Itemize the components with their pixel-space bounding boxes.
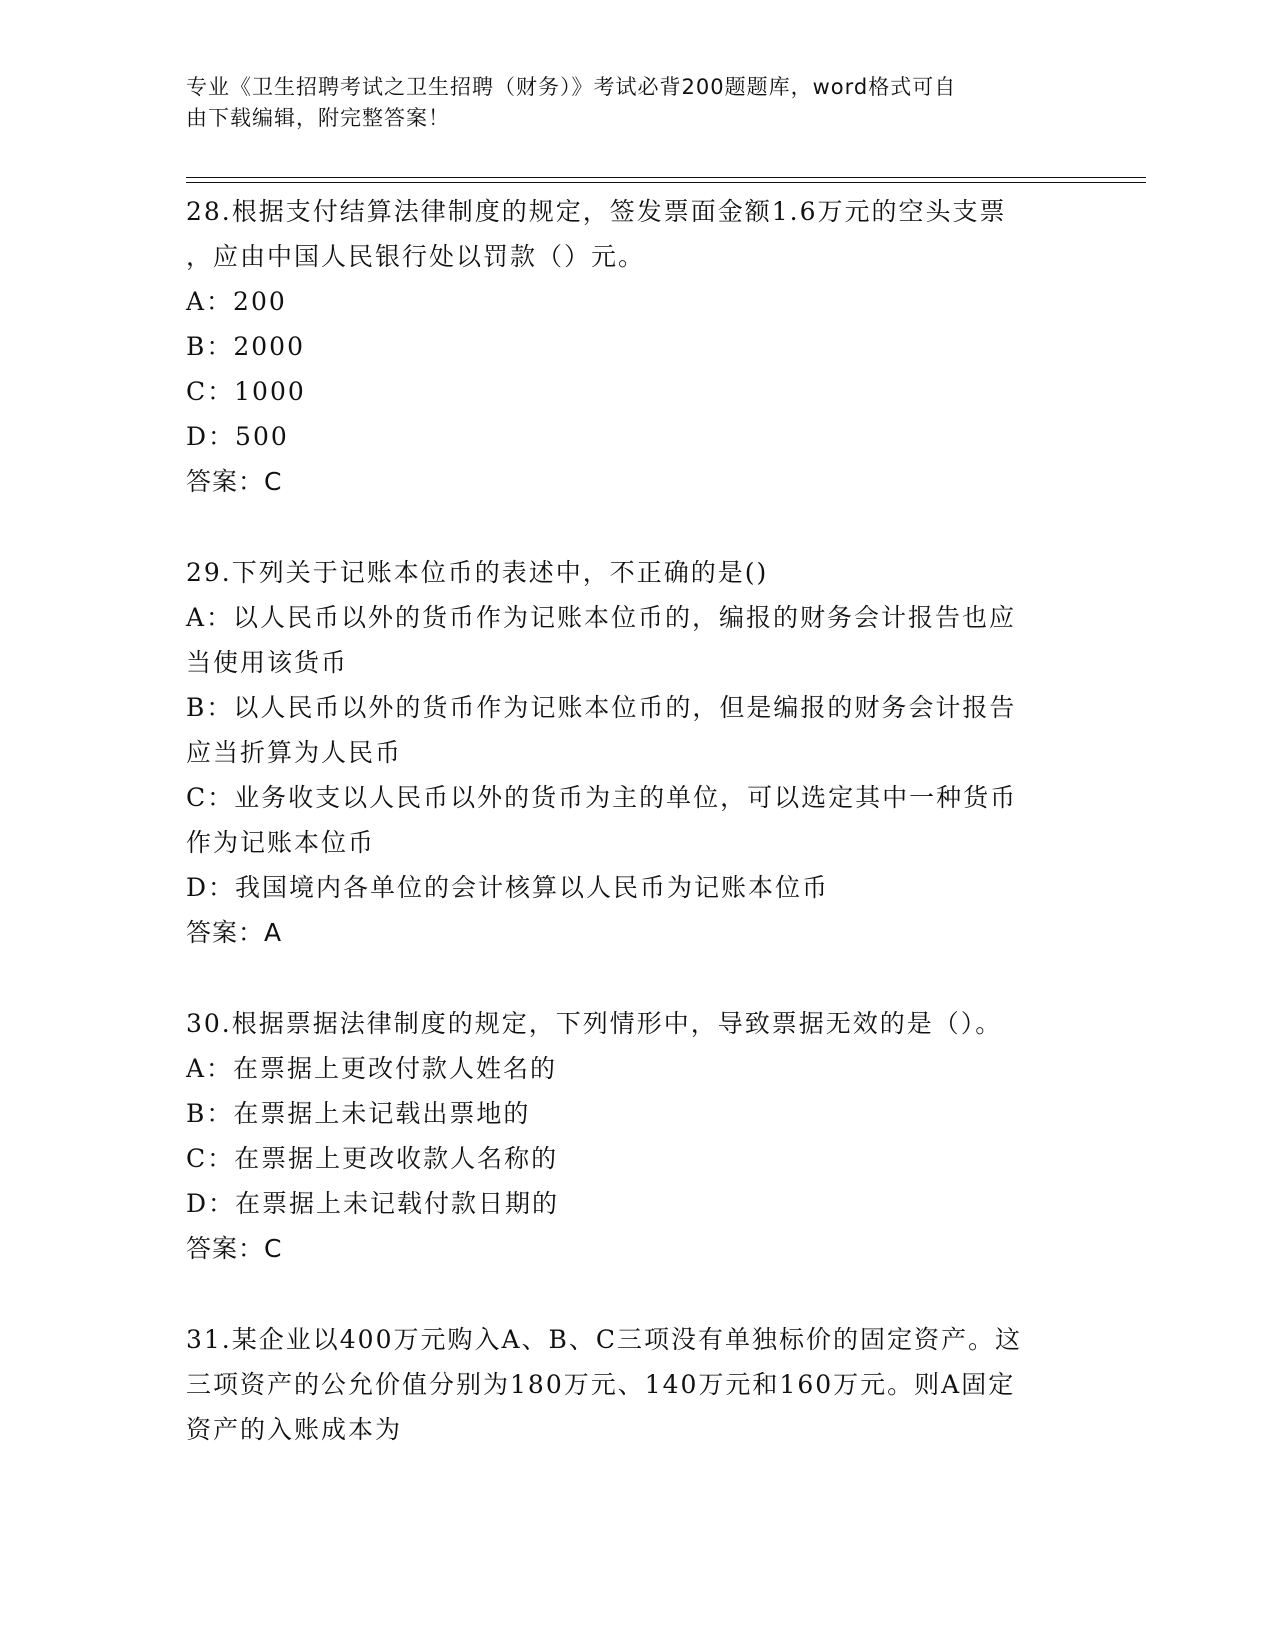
option-d: D：我国境内各单位的会计核算以人民币为记账本位币 bbox=[186, 873, 830, 902]
question-stem-line: 28.根据支付结算法律制度的规定，签发票面金额1.6万元的空头支票 bbox=[186, 197, 1007, 226]
option-c-continued: 作为记账本位币 bbox=[186, 828, 376, 857]
document-header bbox=[186, 72, 1066, 134]
option-c: C：业务收支以人民币以外的货币为主的单位，可以选定其中一种货币 bbox=[186, 783, 1018, 812]
answer: 答案：A bbox=[186, 918, 283, 947]
option-a: A：在票据上更改付款人姓名的 bbox=[186, 1054, 558, 1083]
question-stem-line: 资产的入账成本为 bbox=[186, 1415, 403, 1444]
option-a: A：200 bbox=[186, 287, 287, 316]
question-29 bbox=[186, 550, 1086, 955]
question-stem-line: 31.某企业以400万元购入A、B、C三项没有单独标价的固定资产。这 bbox=[186, 1325, 1023, 1354]
question-stem-line: 30.根据票据法律制度的规定，下列情形中，导致票据无效的是（）。 bbox=[186, 1009, 1003, 1038]
question-stem-line: ，应由中国人民银行处以罚款（）元。 bbox=[186, 242, 646, 271]
option-c: C：在票据上更改收款人名称的 bbox=[186, 1144, 559, 1173]
answer: 答案：C bbox=[186, 1234, 283, 1263]
option-b: B：2000 bbox=[186, 332, 305, 361]
option-b: B：在票据上未记载出票地的 bbox=[186, 1099, 531, 1128]
header-line-1: 专业《卫生招聘考试之卫生招聘（财务）》考试必背200题题库，word格式可自 bbox=[186, 75, 957, 99]
option-b-continued: 应当折算为人民币 bbox=[186, 738, 403, 767]
header-rule-top bbox=[186, 177, 1146, 178]
option-c: C：1000 bbox=[186, 377, 306, 406]
question-30 bbox=[186, 1001, 1086, 1271]
header-rule-bottom bbox=[186, 182, 1146, 183]
option-d: D：在票据上未记载付款日期的 bbox=[186, 1189, 560, 1218]
option-a-continued: 当使用该货币 bbox=[186, 648, 349, 677]
question-list bbox=[186, 189, 1086, 1498]
option-b: B：以人民币以外的货币作为记账本位币的，但是编报的财务会计报告 bbox=[186, 693, 1017, 722]
question-stem-line: 29.下列关于记账本位币的表述中，不正确的是() bbox=[186, 558, 769, 587]
option-a: A：以人民币以外的货币作为记账本位币的，编报的财务会计报告也应 bbox=[186, 603, 1017, 632]
question-28 bbox=[186, 189, 1086, 504]
question-stem-line: 三项资产的公允价值分别为180万元、140万元和160万元。则A固定 bbox=[186, 1370, 1016, 1399]
question-31 bbox=[186, 1317, 1086, 1452]
header-line-2: 由下载编辑，附完整答案！ bbox=[186, 106, 450, 130]
option-d: D：500 bbox=[186, 422, 289, 451]
answer: 答案：C bbox=[186, 467, 283, 496]
